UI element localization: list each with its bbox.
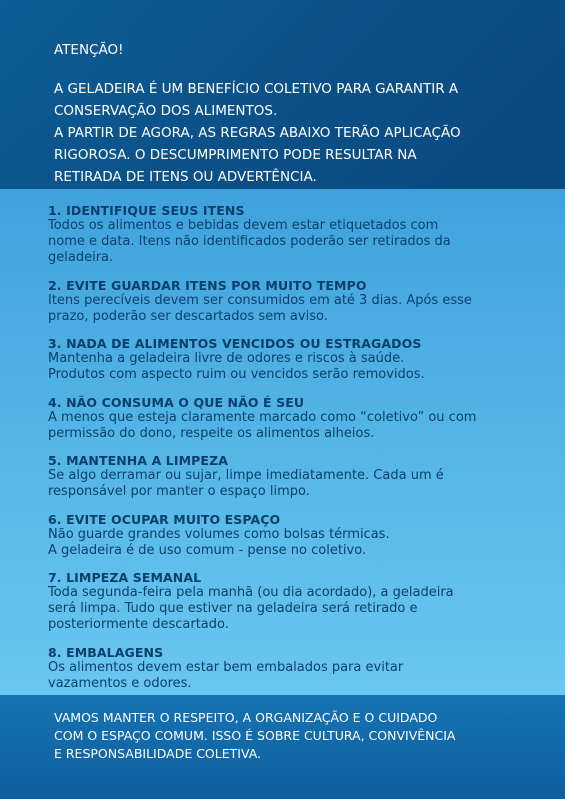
rule-title: 7. LIMPEZA SEMANAL	[48, 570, 202, 585]
rule-text-line: Toda segunda-feira pela manhã (ou dia acordado), a geladeira	[48, 585, 454, 600]
rule-title: 8. EMBALAGENS	[48, 644, 164, 660]
intro-text	[54, 78, 534, 188]
intro-line: A PARTIR DE AGORA, AS REGRAS ABAIXO TERÃO APLICAÇÃO	[54, 125, 461, 141]
rule-text-line: Os alimentos devem estar bem embalados para evitar	[48, 659, 404, 675]
rule-title: 2. EVITE GUARDAR ITENS POR MUITO TEMPO	[48, 277, 367, 293]
closing-message	[54, 709, 455, 763]
rules-section	[0, 189, 565, 695]
rule-text-line: Produtos com aspecto ruim ou vencidos serão removidos.	[48, 367, 425, 382]
rule-item	[48, 395, 538, 442]
rules-list	[48, 203, 538, 703]
footer-section	[0, 695, 565, 799]
intro-line: A GELADEIRA É UM BENEFÍCIO COLETIVO PARA GARANTIR A	[54, 81, 459, 97]
rule-item	[48, 453, 538, 500]
rule-title: 3. NADA DE ALIMENTOS VENCIDOS OU ESTRAGADOS	[48, 336, 422, 351]
closing-line: VAMOS MANTER O RESPEITO, A ORGANIZAÇÃO E O CUIDADO	[54, 710, 438, 725]
rule-text-line: Se algo derramar ou sujar, limpe imediatamente. Cada um é	[48, 468, 444, 483]
closing-line: COM O ESPAÇO COMUM. ISSO É SOBRE CULTURA, CONVIVÊNCIA	[54, 728, 456, 743]
rule-text-line: posteriormente descartado.	[48, 617, 229, 632]
rule-text-line: A menos que esteja claramente marcado como “coletivo” ou com	[48, 409, 477, 425]
rule-text-line: Mantenha a geladeira livre de odores e riscos à saúde.	[48, 351, 405, 366]
page-title: ATENÇÃO!	[54, 42, 124, 58]
rule-text-line: prazo, poderão ser descartados sem aviso.	[48, 308, 328, 324]
rule-text-line: Todos os alimentos e bebidas devem estar etiquetados com	[48, 218, 439, 233]
intro-line: RETIRADA DE ITENS OU ADVERTÊNCIA.	[54, 169, 317, 185]
rule-text-line: Itens perecíveis devem ser consumidos em até 3 dias. Após esse	[48, 292, 472, 308]
rule-title: 4. NÃO CONSUMA O QUE NÃO É SEU	[48, 394, 305, 410]
rule-text-line: A geladeira é de uso comum - pense no coletivo.	[48, 542, 367, 558]
rule-text-line: Não guarde grandes volumes como bolsas térmicas.	[48, 526, 390, 542]
rule-item	[48, 336, 538, 383]
rule-title: 1. IDENTIFIQUE SEUS ITENS	[48, 203, 245, 218]
rule-text-line: geladeira.	[48, 250, 114, 265]
rule-text-line: nome e data. Itens não identificados poderão ser retirados da	[48, 234, 451, 249]
intro-line: RIGOROSA. O DESCUMPRIMENTO PODE RESULTAR NA	[54, 147, 417, 163]
intro-line: CONSERVAÇÃO DOS ALIMENTOS.	[54, 103, 278, 119]
rule-text-line: vazamentos e odores.	[48, 675, 192, 691]
rule-title: 5. MANTENHA A LIMPEZA	[48, 453, 229, 468]
rule-text-line: será limpa. Tudo que estiver na geladeira será retirado e	[48, 601, 418, 616]
rule-title: 6. EVITE OCUPAR MUITO ESPAÇO	[48, 511, 281, 527]
closing-line: E RESPONSABILIDADE COLETIVA.	[54, 746, 262, 761]
rule-item	[48, 645, 538, 692]
rule-item	[48, 278, 538, 325]
header-section	[0, 0, 565, 189]
rule-text-line: permissão do dono, respeite os alimentos alheios.	[48, 425, 375, 441]
rule-text-line: responsável por manter o espaço limpo.	[48, 484, 310, 499]
rule-item	[48, 570, 538, 633]
rule-item	[48, 203, 538, 266]
rule-item	[48, 512, 538, 559]
